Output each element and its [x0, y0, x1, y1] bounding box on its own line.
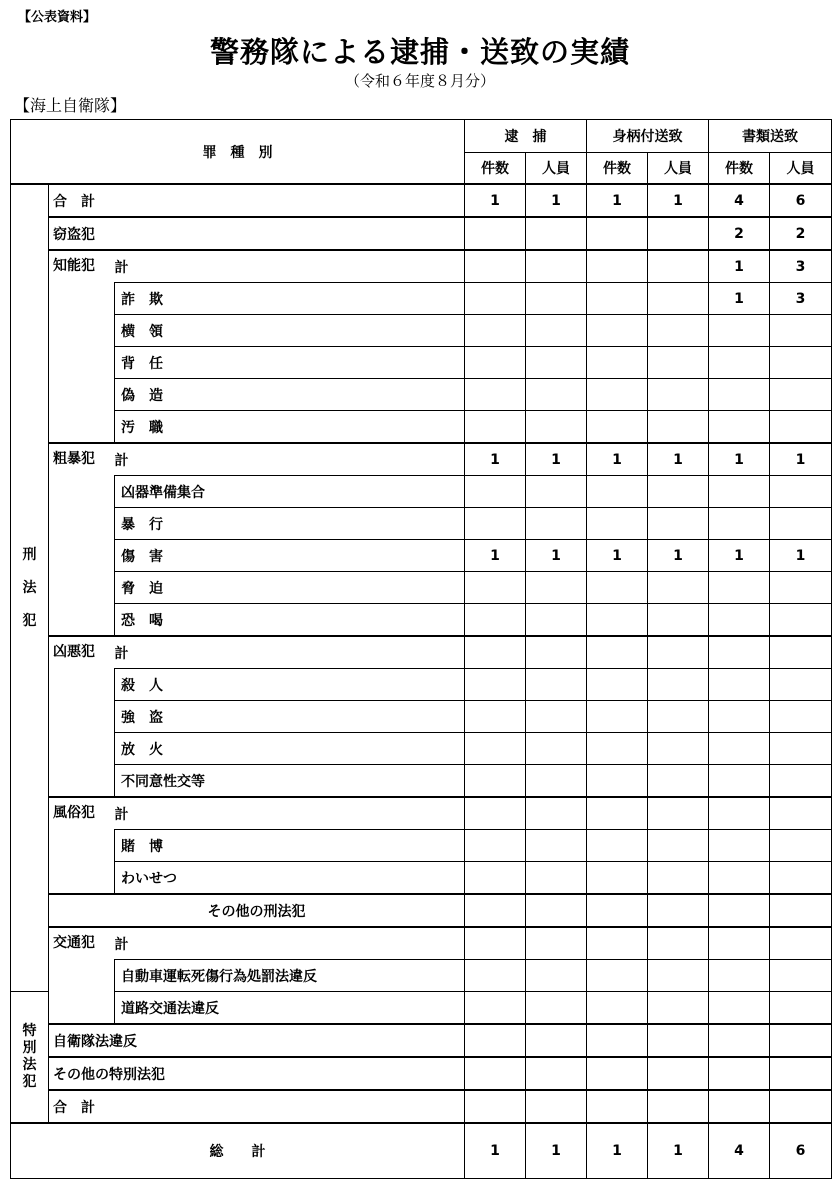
value-cell	[465, 862, 526, 895]
value-cell	[709, 669, 770, 701]
value-cell	[648, 1090, 709, 1123]
row-label: 賭 博	[115, 830, 465, 862]
value-cell	[587, 862, 648, 895]
value-cell	[648, 315, 709, 347]
value-cell: 1	[526, 443, 587, 476]
category-label	[49, 443, 115, 636]
value-cell	[526, 379, 587, 411]
value-cell: 1	[526, 184, 587, 217]
value-cell	[526, 862, 587, 895]
value-cell	[770, 960, 832, 992]
value-cell	[526, 733, 587, 765]
value-cell	[587, 733, 648, 765]
table-row	[11, 379, 832, 411]
side-label-char: 法	[22, 1057, 37, 1073]
value-cell	[648, 250, 709, 283]
value-cell	[709, 830, 770, 862]
table-row	[11, 540, 832, 572]
value-cell	[526, 604, 587, 637]
table-row	[11, 347, 832, 379]
value-cell: 1	[709, 443, 770, 476]
value-cell: 6	[770, 184, 832, 217]
grand-total-value: 6	[770, 1123, 832, 1179]
row-label: 自衛隊法違反	[49, 1024, 465, 1057]
table-row	[11, 636, 832, 669]
value-cell	[648, 283, 709, 315]
value-cell: 1	[648, 443, 709, 476]
value-cell	[648, 347, 709, 379]
value-cell	[465, 960, 526, 992]
public-material-tag: 【公表資料】	[18, 10, 97, 25]
table-row	[11, 572, 832, 604]
value-cell	[526, 830, 587, 862]
table-row	[11, 1057, 832, 1090]
value-cell	[465, 669, 526, 701]
value-cell	[709, 862, 770, 895]
value-cell	[465, 379, 526, 411]
value-cell	[465, 604, 526, 637]
subheader-persons: 人員	[648, 153, 709, 185]
category-label-text: 風俗犯	[53, 805, 95, 821]
value-cell	[648, 508, 709, 540]
value-cell	[709, 379, 770, 411]
value-cell	[465, 733, 526, 765]
value-cell	[709, 733, 770, 765]
special-law-side-label	[11, 992, 49, 1124]
value-cell	[465, 797, 526, 830]
value-cell	[465, 830, 526, 862]
value-cell	[770, 508, 832, 540]
value-cell	[526, 797, 587, 830]
value-cell	[770, 604, 832, 637]
value-cell	[587, 1090, 648, 1123]
value-cell	[465, 927, 526, 960]
value-cell: 3	[770, 283, 832, 315]
value-cell	[465, 217, 526, 250]
side-label-char: 犯	[22, 1074, 37, 1090]
table-row	[11, 1090, 832, 1123]
side-label-char: 刑	[22, 546, 37, 563]
category-label-text: 粗暴犯	[53, 451, 95, 467]
subheader-count: 件数	[587, 153, 648, 185]
grand-total-value: 1	[526, 1123, 587, 1179]
group-header-custody-referral: 身柄付送致	[587, 120, 709, 153]
value-cell	[648, 379, 709, 411]
value-cell	[648, 1024, 709, 1057]
value-cell	[587, 797, 648, 830]
value-cell	[770, 669, 832, 701]
value-cell	[587, 1057, 648, 1090]
value-cell	[587, 379, 648, 411]
value-cell	[648, 797, 709, 830]
value-cell	[770, 411, 832, 444]
value-cell	[648, 411, 709, 444]
value-cell	[587, 894, 648, 927]
row-label: 合 計	[49, 1090, 465, 1123]
table-row	[11, 411, 832, 444]
value-cell	[526, 250, 587, 283]
row-label: 暴 行	[115, 508, 465, 540]
value-cell	[526, 1024, 587, 1057]
row-label: 窃盗犯	[49, 217, 465, 250]
table-row	[11, 669, 832, 701]
table-row	[11, 604, 832, 637]
value-cell	[770, 830, 832, 862]
row-label: 凶器準備集合	[115, 476, 465, 508]
value-cell	[465, 701, 526, 733]
category-label	[49, 636, 115, 797]
value-cell	[465, 992, 526, 1025]
value-cell: 1	[770, 443, 832, 476]
value-cell	[587, 250, 648, 283]
value-cell	[587, 669, 648, 701]
table-row	[11, 927, 832, 960]
row-label: 脅 迫	[115, 572, 465, 604]
value-cell: 1	[648, 540, 709, 572]
subtotal-label: 計	[115, 443, 465, 476]
value-cell	[770, 927, 832, 960]
value-cell	[648, 636, 709, 669]
side-label-char: 特	[22, 1023, 37, 1039]
value-cell	[526, 1090, 587, 1123]
value-cell	[709, 1090, 770, 1123]
value-cell	[648, 1057, 709, 1090]
value-cell	[648, 960, 709, 992]
row-label: 恐 喝	[115, 604, 465, 637]
value-cell: 1	[587, 184, 648, 217]
value-cell	[587, 217, 648, 250]
value-cell: 1	[465, 443, 526, 476]
row-label: わいせつ	[115, 862, 465, 895]
side-label-char: 犯	[22, 612, 37, 629]
value-cell	[770, 1057, 832, 1090]
value-cell	[709, 572, 770, 604]
value-cell	[465, 894, 526, 927]
table-row	[11, 1024, 832, 1057]
statistics-table	[10, 119, 832, 1179]
value-cell	[587, 315, 648, 347]
table-row	[11, 315, 832, 347]
value-cell: 1	[648, 184, 709, 217]
value-cell	[648, 733, 709, 765]
value-cell	[587, 701, 648, 733]
value-cell	[587, 508, 648, 540]
table-row	[11, 992, 832, 1025]
value-cell: 3	[770, 250, 832, 283]
value-cell	[770, 733, 832, 765]
value-cell	[526, 636, 587, 669]
row-label: 自動車運転死傷行為処罰法違反	[115, 960, 465, 992]
value-cell	[709, 797, 770, 830]
value-cell	[465, 1090, 526, 1123]
table-row	[11, 960, 832, 992]
value-cell	[770, 765, 832, 798]
value-cell	[465, 476, 526, 508]
value-cell	[709, 701, 770, 733]
side-label-char: 別	[22, 1040, 37, 1056]
value-cell	[648, 604, 709, 637]
table-row	[11, 250, 832, 283]
value-cell	[587, 636, 648, 669]
value-cell	[526, 1057, 587, 1090]
value-cell	[770, 572, 832, 604]
table-row	[11, 830, 832, 862]
value-cell	[526, 347, 587, 379]
category-label-text: 知能犯	[53, 258, 95, 274]
grand-total-label: 総 計	[11, 1123, 465, 1179]
value-cell	[648, 572, 709, 604]
value-cell: 2	[770, 217, 832, 250]
table-row	[11, 508, 832, 540]
value-cell	[709, 894, 770, 927]
value-cell	[587, 960, 648, 992]
row-label: 偽 造	[115, 379, 465, 411]
value-cell	[648, 669, 709, 701]
value-cell	[587, 283, 648, 315]
value-cell	[587, 347, 648, 379]
value-cell	[526, 927, 587, 960]
value-cell: 1	[587, 540, 648, 572]
value-cell	[709, 927, 770, 960]
value-cell: 1	[709, 283, 770, 315]
value-cell: 2	[709, 217, 770, 250]
row-label: 殺 人	[115, 669, 465, 701]
side-label-char: 法	[22, 579, 37, 596]
value-cell	[526, 283, 587, 315]
value-cell	[465, 572, 526, 604]
value-cell	[587, 476, 648, 508]
value-cell	[770, 862, 832, 895]
value-cell	[526, 765, 587, 798]
table-row	[11, 862, 832, 895]
value-cell	[648, 894, 709, 927]
row-label: 合 計	[49, 184, 465, 217]
subtotal-label: 計	[115, 250, 465, 283]
value-cell	[709, 508, 770, 540]
row-label: 道路交通法違反	[115, 992, 465, 1025]
row-label: 放 火	[115, 733, 465, 765]
row-label: 詐 欺	[115, 283, 465, 315]
value-cell	[648, 217, 709, 250]
table-row	[11, 476, 832, 508]
value-cell	[587, 927, 648, 960]
section-label: 【海上自衛隊】	[14, 96, 127, 115]
value-cell	[648, 862, 709, 895]
subheader-persons: 人員	[770, 153, 832, 185]
table-row	[11, 797, 832, 830]
row-label: 横 領	[115, 315, 465, 347]
value-cell	[648, 765, 709, 798]
value-cell	[465, 250, 526, 283]
grand-total-value: 1	[587, 1123, 648, 1179]
table-row	[11, 701, 832, 733]
value-cell	[526, 217, 587, 250]
grand-total-value: 4	[709, 1123, 770, 1179]
value-cell	[709, 347, 770, 379]
value-cell	[709, 1024, 770, 1057]
value-cell	[526, 476, 587, 508]
subtotal-label: 計	[115, 636, 465, 669]
row-label: 強 盗	[115, 701, 465, 733]
table-row	[11, 733, 832, 765]
value-cell	[770, 992, 832, 1025]
value-cell	[770, 797, 832, 830]
value-cell	[648, 476, 709, 508]
row-label: その他の特別法犯	[49, 1057, 465, 1090]
value-cell	[709, 476, 770, 508]
subtotal-label: 計	[115, 797, 465, 830]
value-cell	[465, 765, 526, 798]
value-cell: 1	[770, 540, 832, 572]
value-cell	[709, 765, 770, 798]
table-row	[11, 217, 832, 250]
value-cell	[770, 1024, 832, 1057]
value-cell: 1	[709, 250, 770, 283]
table-row	[11, 765, 832, 798]
table-row	[11, 894, 832, 927]
group-header-document-referral: 書類送致	[709, 120, 832, 153]
grand-total-row	[11, 1123, 832, 1179]
value-cell: 1	[587, 443, 648, 476]
value-cell	[587, 572, 648, 604]
value-cell	[465, 283, 526, 315]
value-cell	[770, 636, 832, 669]
value-cell	[465, 1057, 526, 1090]
value-cell	[465, 411, 526, 444]
subheader-count: 件数	[709, 153, 770, 185]
value-cell	[526, 315, 587, 347]
value-cell	[648, 927, 709, 960]
value-cell	[526, 669, 587, 701]
value-cell	[648, 701, 709, 733]
row-label: 背 任	[115, 347, 465, 379]
row-label: 不同意性交等	[115, 765, 465, 798]
grand-total-value: 1	[465, 1123, 526, 1179]
value-cell	[770, 379, 832, 411]
table-row	[11, 184, 832, 217]
table-row	[11, 443, 832, 476]
value-cell	[770, 347, 832, 379]
value-cell	[587, 765, 648, 798]
value-cell	[709, 636, 770, 669]
value-cell	[526, 701, 587, 733]
page-title: 警務隊による逮捕・送致の実績	[209, 35, 630, 69]
category-label-text: 凶悪犯	[53, 644, 95, 660]
value-cell	[709, 992, 770, 1025]
value-cell	[465, 636, 526, 669]
subtotal-label: 計	[115, 927, 465, 960]
category-label	[49, 797, 115, 894]
grand-total-value: 1	[648, 1123, 709, 1179]
row-label: その他の刑法犯	[49, 894, 465, 927]
value-cell	[648, 992, 709, 1025]
penal-code-side-label	[11, 184, 49, 992]
category-label	[49, 927, 115, 1024]
value-cell	[770, 315, 832, 347]
category-label	[49, 250, 115, 443]
value-cell	[526, 572, 587, 604]
value-cell	[526, 411, 587, 444]
value-cell	[587, 1024, 648, 1057]
value-cell	[709, 604, 770, 637]
value-cell: 1	[465, 184, 526, 217]
value-cell: 1	[465, 540, 526, 572]
value-cell	[648, 830, 709, 862]
value-cell	[526, 508, 587, 540]
value-cell: 1	[526, 540, 587, 572]
value-cell	[770, 701, 832, 733]
value-cell	[465, 315, 526, 347]
value-cell	[465, 347, 526, 379]
value-cell	[709, 315, 770, 347]
value-cell	[709, 411, 770, 444]
value-cell	[526, 992, 587, 1025]
value-cell	[770, 1090, 832, 1123]
value-cell	[587, 604, 648, 637]
category-label-text: 交通犯	[53, 935, 95, 951]
category-header: 罪 種 別	[11, 120, 465, 185]
value-cell	[587, 992, 648, 1025]
value-cell	[526, 960, 587, 992]
subheader-persons: 人員	[526, 153, 587, 185]
value-cell: 4	[709, 184, 770, 217]
subheader-count: 件数	[465, 153, 526, 185]
value-cell	[526, 894, 587, 927]
value-cell	[465, 1024, 526, 1057]
row-label: 汚 職	[115, 411, 465, 444]
row-label: 傷 害	[115, 540, 465, 572]
table-row	[11, 283, 832, 315]
page-subtitle: （令和６年度８月分）	[344, 72, 495, 90]
value-cell	[465, 508, 526, 540]
value-cell	[709, 960, 770, 992]
value-cell: 1	[709, 540, 770, 572]
value-cell	[770, 476, 832, 508]
value-cell	[709, 1057, 770, 1090]
group-header-arrest: 逮 捕	[465, 120, 587, 153]
value-cell	[587, 411, 648, 444]
value-cell	[770, 894, 832, 927]
value-cell	[587, 830, 648, 862]
